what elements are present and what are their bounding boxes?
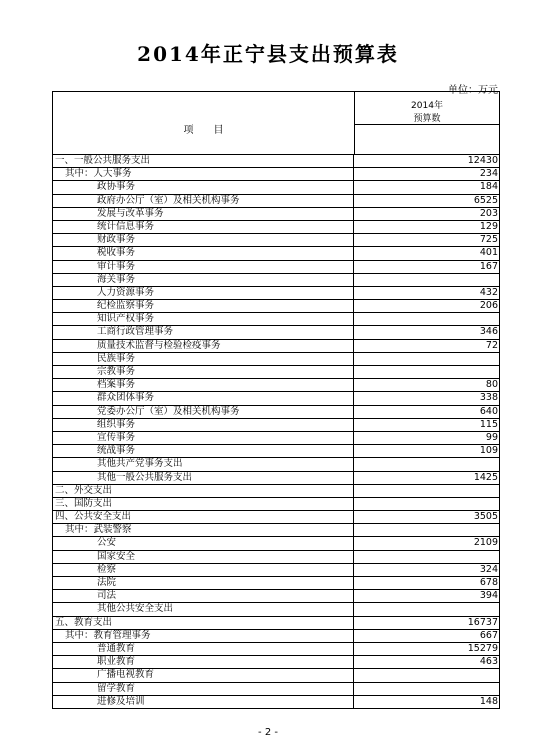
row-value: 206 xyxy=(479,300,498,312)
row-value: 115 xyxy=(479,418,498,430)
row-label: 发展与改革事务 xyxy=(53,208,354,220)
header-amount-cell xyxy=(355,92,499,154)
row-label: 质量技术监督与检验检疫事务 xyxy=(53,340,354,352)
table-row xyxy=(53,419,499,432)
row-value xyxy=(354,274,499,286)
row-label: 财政事务 xyxy=(53,234,354,246)
table-row xyxy=(53,485,499,498)
table-row xyxy=(53,261,499,274)
header-item-cell xyxy=(53,92,355,154)
table-row xyxy=(53,696,499,709)
row-value: 432 xyxy=(479,286,498,298)
table-row xyxy=(53,274,499,287)
row-value xyxy=(354,603,499,615)
row-label: 税收事务 xyxy=(53,247,354,259)
table-row xyxy=(53,340,499,353)
table-header xyxy=(53,92,499,155)
row-value: 463 xyxy=(479,656,498,668)
table-row xyxy=(53,168,499,181)
row-label: 海关事务 xyxy=(53,274,354,286)
row-label: 其他一般公共服务支出 xyxy=(53,472,354,484)
table-row xyxy=(53,617,499,630)
row-label: 二、外交支出 xyxy=(53,485,354,497)
header-amount-blank xyxy=(355,124,499,154)
row-value: 338 xyxy=(479,392,498,404)
row-label: 进修及培训 xyxy=(53,696,354,708)
unit-label: 单位：万元 xyxy=(448,85,498,96)
table-row xyxy=(53,643,499,656)
row-label: 其他公共安全支出 xyxy=(53,603,354,615)
table-row xyxy=(53,445,499,458)
table-row xyxy=(53,603,499,616)
table-row xyxy=(53,221,499,234)
row-value: 109 xyxy=(479,445,498,457)
row-value xyxy=(354,313,499,325)
table-row xyxy=(53,208,499,221)
row-label: 其中：教育管理事务 xyxy=(53,630,354,642)
row-value xyxy=(354,683,499,695)
row-label: 统计信息事务 xyxy=(53,221,354,233)
row-value: 99 xyxy=(485,431,498,443)
row-value: 394 xyxy=(479,590,498,602)
row-label: 宣传事务 xyxy=(53,432,354,444)
row-label: 普通教育 xyxy=(53,643,354,655)
row-value xyxy=(354,669,499,681)
header-amount-label: 预算数 xyxy=(413,114,441,124)
row-label: 留学教育 xyxy=(53,683,354,695)
row-value: 80 xyxy=(485,379,498,391)
table-row xyxy=(53,524,499,537)
table-row xyxy=(53,432,499,445)
row-value: 15279 xyxy=(467,642,498,654)
table-row xyxy=(53,683,499,696)
row-label: 一、一般公共服务支出 xyxy=(53,155,354,167)
row-label: 其中：人大事务 xyxy=(53,168,354,180)
table-row xyxy=(53,195,499,208)
table-row xyxy=(53,406,499,419)
row-label: 广播电视教育 xyxy=(53,669,354,681)
row-value: 1425 xyxy=(473,471,498,483)
row-value: 346 xyxy=(479,326,498,338)
row-value: 234 xyxy=(479,168,498,180)
row-label: 群众团体事务 xyxy=(53,392,354,404)
row-value xyxy=(354,458,499,470)
row-value: 16737 xyxy=(467,616,498,628)
row-label: 审计事务 xyxy=(53,261,354,273)
row-label: 其中：武装警察 xyxy=(53,524,354,536)
row-value: 6525 xyxy=(473,194,498,206)
row-label: 三、国防支出 xyxy=(53,498,354,510)
row-value: 2109 xyxy=(473,537,498,549)
table-row xyxy=(53,577,499,590)
row-value: 678 xyxy=(479,577,498,588)
row-value xyxy=(354,498,499,510)
table-row xyxy=(53,551,499,564)
row-label: 司法 xyxy=(53,590,354,602)
row-label: 工商行政管理事务 xyxy=(53,326,354,338)
row-label: 法院 xyxy=(53,577,354,589)
row-value: 129 xyxy=(479,220,498,232)
row-value xyxy=(354,524,499,536)
row-value xyxy=(354,485,499,497)
row-label: 宗教事务 xyxy=(53,366,354,378)
table-row xyxy=(53,313,499,326)
row-label: 公安 xyxy=(53,537,354,549)
row-value: 725 xyxy=(479,234,498,246)
page-title: 2014年正宁县支出预算表 xyxy=(137,42,399,66)
row-value: 148 xyxy=(479,695,498,707)
row-value xyxy=(354,551,499,563)
row-value xyxy=(354,366,499,378)
row-label: 知识产权事务 xyxy=(53,313,354,325)
table-row xyxy=(53,379,499,392)
row-value: 324 xyxy=(479,563,498,575)
table-row xyxy=(53,392,499,405)
row-label: 档案事务 xyxy=(53,379,354,391)
row-label: 五、教育支出 xyxy=(53,617,354,629)
table-row xyxy=(53,366,499,379)
row-value: 401 xyxy=(479,247,498,259)
row-value: 12430 xyxy=(467,155,498,166)
row-label: 职业教育 xyxy=(53,656,354,668)
table-row xyxy=(53,181,499,194)
row-label: 民族事务 xyxy=(53,353,354,365)
table-body xyxy=(53,155,499,709)
row-value: 640 xyxy=(479,405,498,417)
table-row xyxy=(53,590,499,603)
row-label: 四、公共安全支出 xyxy=(53,511,354,523)
table-row xyxy=(53,234,499,247)
row-label: 人力资源事务 xyxy=(53,287,354,299)
row-value: 203 xyxy=(479,207,498,219)
row-label: 纪检监察事务 xyxy=(53,300,354,312)
header-item-label: 项 目 xyxy=(183,125,224,136)
row-value: 3505 xyxy=(473,511,498,523)
table-row xyxy=(53,511,499,524)
table-row xyxy=(53,656,499,669)
page-number: - 2 - xyxy=(258,727,278,738)
row-value: 72 xyxy=(485,339,498,351)
table-row xyxy=(53,564,499,577)
table-row xyxy=(53,300,499,313)
row-label: 检察 xyxy=(53,564,354,576)
row-value: 184 xyxy=(479,181,498,193)
table-row xyxy=(53,537,499,550)
table-row xyxy=(53,630,499,643)
table-row xyxy=(53,326,499,339)
row-label: 其他共产党事务支出 xyxy=(53,458,354,470)
row-label: 党委办公厅（室）及相关机构事务 xyxy=(53,406,354,418)
table-row xyxy=(53,498,499,511)
row-label: 政府办公厅（室）及相关机构事务 xyxy=(53,195,354,207)
table-row xyxy=(53,472,499,485)
table-row xyxy=(53,669,499,682)
table-row xyxy=(53,353,499,366)
table-row xyxy=(53,155,499,168)
row-label: 组织事务 xyxy=(53,419,354,431)
row-value: 667 xyxy=(479,629,498,641)
row-value: 167 xyxy=(479,260,498,272)
budget-table xyxy=(52,91,500,709)
row-label: 国家安全 xyxy=(53,551,354,563)
row-label: 政协事务 xyxy=(53,181,354,193)
header-amount-year: 2014年 xyxy=(411,101,443,111)
row-value xyxy=(354,353,499,365)
row-label: 统战事务 xyxy=(53,445,354,457)
table-row xyxy=(53,287,499,300)
table-row xyxy=(53,247,499,260)
table-row xyxy=(53,458,499,471)
